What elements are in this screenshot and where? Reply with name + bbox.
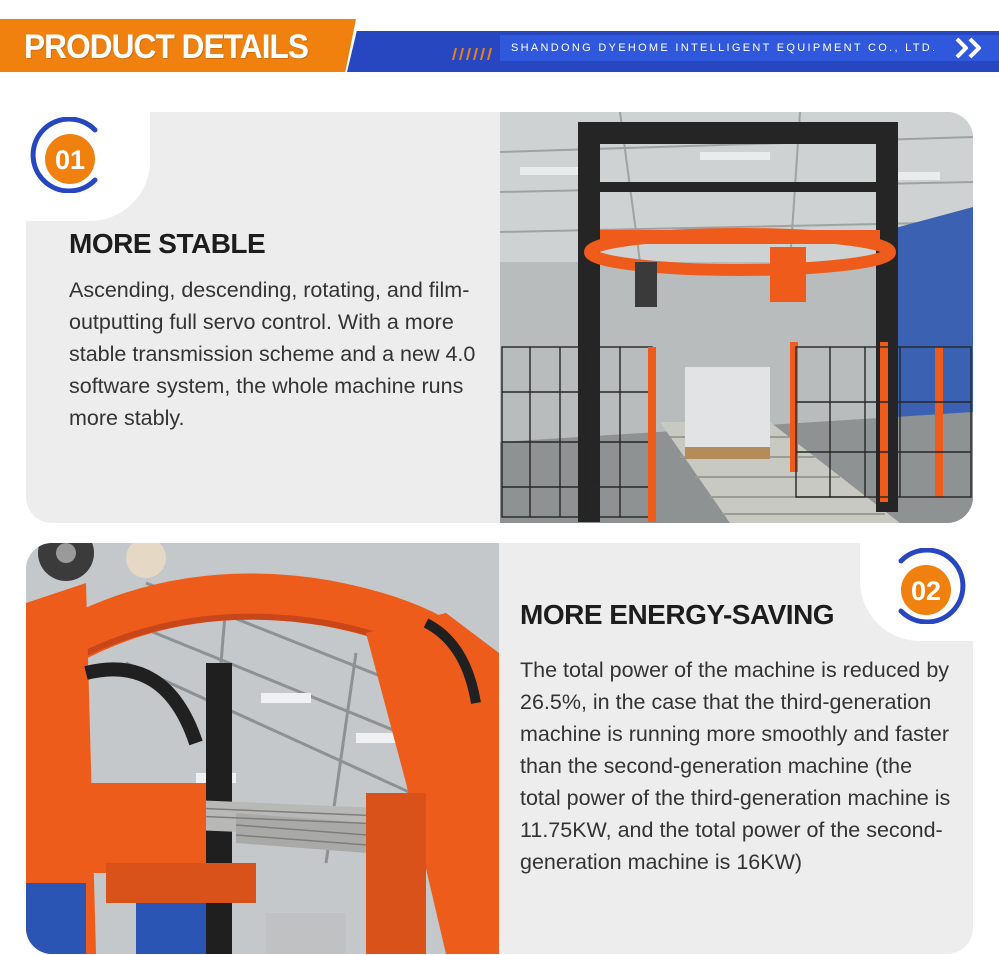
feature-title: MORE STABLE: [69, 228, 266, 259]
badge-number: 02: [910, 576, 942, 606]
number-badge-01: [28, 117, 104, 193]
ring-photo: [26, 543, 499, 954]
machine-photo: [500, 112, 973, 523]
stripes-decoration: [452, 48, 498, 60]
section-title: PRODUCT DETAILS: [24, 28, 309, 66]
feature-description: The total power of the machine is reduced by 26.5%, in the case that the third-generation machine is running more smoothly and faster than the second-generation machine (the total power of the third-generation machine is 11.75KW, and the total power of the second-generation machine is 16KW): [520, 658, 951, 874]
number-badge-02: [892, 548, 968, 624]
company-name: SHANDONG DYEHOME INTELLIGENT EQUIPMENT CO., LTD.: [511, 42, 938, 54]
feature-description: Ascending, descending, rotating, and film-outputting full servo control. With a more stable transmission scheme and a new 4.0 software system, the whole machine runs more stably.: [69, 278, 476, 430]
double-chevron-right-icon: [954, 37, 986, 59]
feature-title: MORE ENERGY-SAVING: [520, 599, 835, 630]
badge-number: 01: [54, 145, 86, 175]
